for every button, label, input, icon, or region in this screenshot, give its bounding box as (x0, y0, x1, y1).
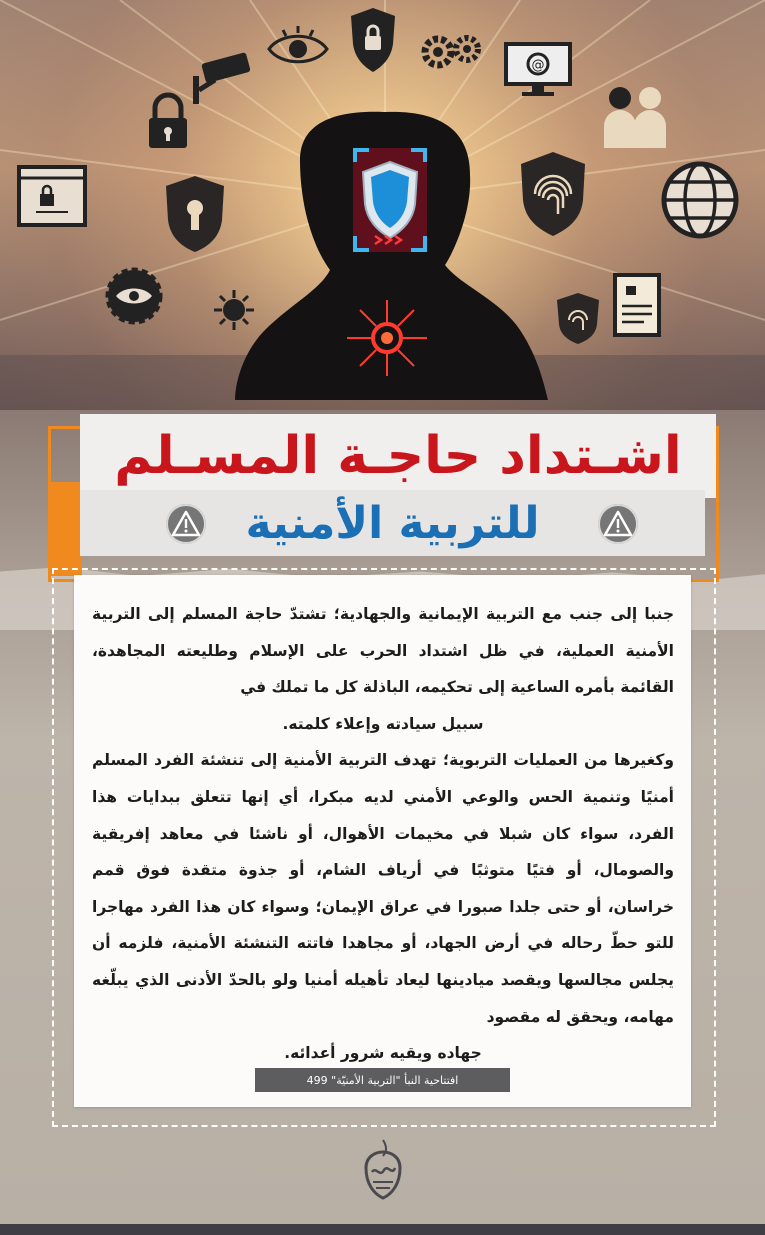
article-paragraph-end: سبيل سيادته وإعلاء كلمته. (282, 714, 484, 733)
gears-icon (418, 30, 484, 74)
calligraphy-logo-icon (358, 1138, 408, 1202)
svg-text:@: @ (531, 58, 545, 73)
hero-illustration (0, 0, 765, 420)
document-icon (612, 272, 662, 338)
cctv-icon (185, 50, 255, 106)
fingerprint-shield-icon (515, 148, 591, 240)
globe-icon (658, 158, 742, 242)
padlock-icon (145, 92, 191, 152)
shield-lock-icon (345, 4, 401, 74)
monitor-at-icon (502, 40, 574, 98)
shield-scan-icon (345, 140, 435, 260)
article-body (92, 596, 674, 1072)
source-caption: افتتاحية النبأ "التربية الأمنيّة" 499 (255, 1068, 510, 1092)
article-paragraph: جنبا إلى جنب مع التربية الإيمانية والجهادية؛ تشتدّ حاجة المسلم إلى التربية الأمنية العملية، في ظل اشتداد الحرب على الإسلام وطليعته المجاهدة، القائمة بأمره الساعية إلى تحكيمه، الباذلة كل ما تملك في (92, 605, 674, 697)
article-paragraph: وكغيرها من العمليات التربوية؛ تهدف التربية الأمنية إلى تنشئة الفرد المسلم أمنيًا وتنمية الحس والوعي الأمني لديه مبكرا، أي إنها تتعلق ببدايات هذا الفرد، سواء كان شبلا في مخيمات الأهوال، أو ناشئا في معاهد إفريقية والصومال، أو فتيًا متوثبًا في أرياف الشام، أو جذوة متقدة فوق قمم خراسان، أو حتى جلدا صبورا في عراق الإيمان؛ وسواء كان هذا الفرد مهاجرا للتو حطّ رحاله في أرض الجهاد، أو مجاهدا فاتته التنشئة الأمنية، فلزمه أن يجلس مجالسها ويقصد ميادينها ليعاد تأهيله أمنيا ولو بالحدّ الأدنى الذي يبلّغه مهامه، ويحقق له مقصود (92, 751, 674, 1026)
fingerprint-shield-small-icon (553, 290, 603, 346)
keyhole-shield-icon (160, 172, 230, 256)
circuit-icon (342, 298, 432, 378)
page-title: اشـتداد حاجـة المسـلم (80, 414, 716, 498)
eye-gear-icon (104, 266, 164, 326)
article-paragraph-end: جهاده ويقيه شرور أعدائه. (284, 1044, 482, 1063)
browser-lock-icon (16, 164, 88, 228)
warning-icon (166, 504, 206, 544)
virus-icon (212, 288, 256, 332)
users-icon (600, 82, 670, 152)
warning-icon (598, 504, 638, 544)
title-accent-band (48, 482, 82, 576)
page-subtitle: للتربية الأمنية (80, 490, 705, 556)
bottom-stripe (0, 1224, 765, 1235)
eye-icon (265, 24, 331, 74)
